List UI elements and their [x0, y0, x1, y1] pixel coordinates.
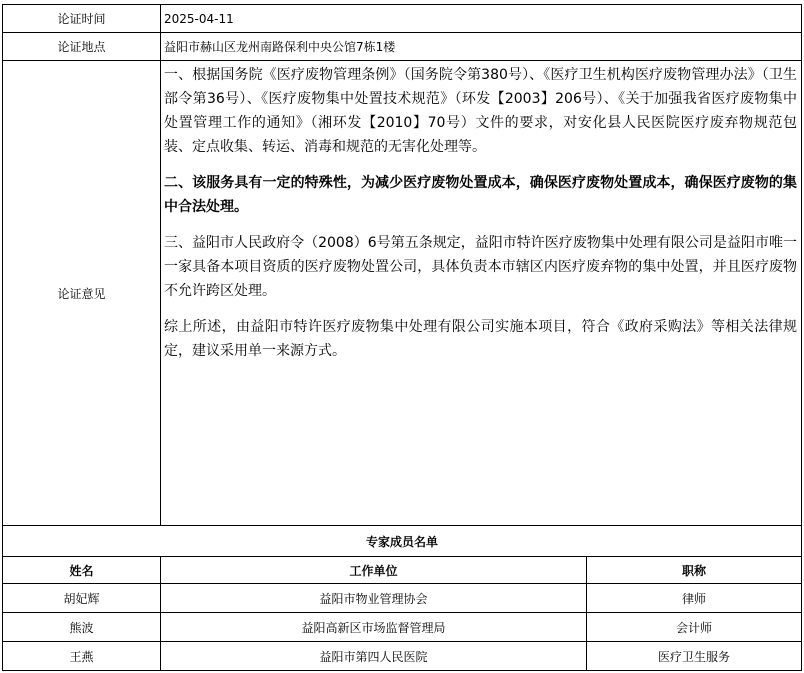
expert-title: 会计师	[587, 613, 802, 642]
expert-unit: 益阳市第四人民医院	[161, 642, 587, 671]
column-header-name: 姓名	[3, 557, 161, 584]
experts-section-header	[3, 526, 802, 557]
place-value: 益阳市赫山区龙州南路保利中央公馆7栋1楼	[161, 33, 802, 61]
table-row	[3, 642, 802, 671]
time-value: 2025-04-11	[161, 5, 802, 33]
row-place	[3, 33, 802, 61]
expert-unit: 益阳市物业管理协会	[161, 584, 587, 613]
place-label: 论证地点	[3, 33, 161, 61]
opinion-paragraph-4: 综上所述，由益阳市特许医疗废物集中处理有限公司实施本项目，符合《政府采购法》等相关法律规定，建议采用单一来源方式。	[164, 319, 797, 359]
expert-title: 医疗卫生服务	[587, 642, 802, 671]
expert-title: 律师	[587, 584, 802, 613]
row-opinion	[3, 61, 802, 526]
table-row	[3, 613, 802, 642]
experts-section-title: 专家成员名单	[3, 526, 802, 557]
opinion-paragraph-3: 三、益阳市人民政府令（2008）6号第五条规定，益阳市特许医疗废物集中处理有限公司是益阳市唯一一家具备本项目资质的医疗废物处置公司，具体负责本市辖区内医疗废弃物的集中处置，并且医疗废物不允许跨区处理。	[164, 235, 797, 299]
opinion-paragraph-2: 二、该服务具有一定的特殊性，为减少医疗废物处置成本，确保医疗废物处置成本，确保医疗废物的集中合法处理。	[164, 175, 797, 215]
opinion-label: 论证意见	[3, 61, 161, 526]
column-header-unit: 工作单位	[161, 557, 587, 584]
expert-name: 熊波	[3, 613, 161, 642]
experts-column-headers	[3, 557, 802, 584]
expert-name: 王燕	[3, 642, 161, 671]
table-row	[3, 584, 802, 613]
expert-unit: 益阳高新区市场监督管理局	[161, 613, 587, 642]
column-header-title: 职称	[587, 557, 802, 584]
expert-name: 胡妃辉	[3, 584, 161, 613]
opinion-content	[161, 61, 802, 526]
opinion-paragraph-1: 一、根据国务院《医疗废物管理条例》（国务院令第380号）、《医疗卫生机构医疗废物管理办法》（卫生部令第36号）、《医疗废物集中处置技术规范》（环发【2003】206号）、《关于加强我省医疗废物集中处置管理工作的通知》（湘环发【2010】70号）文件的要求，对安化县人民医院医疗废弃物规范包装、定点收集、转运、消毒和规范的无害化处理等。	[164, 67, 797, 155]
time-label: 论证时间	[3, 5, 161, 33]
document-table	[2, 4, 802, 671]
row-time	[3, 5, 802, 33]
